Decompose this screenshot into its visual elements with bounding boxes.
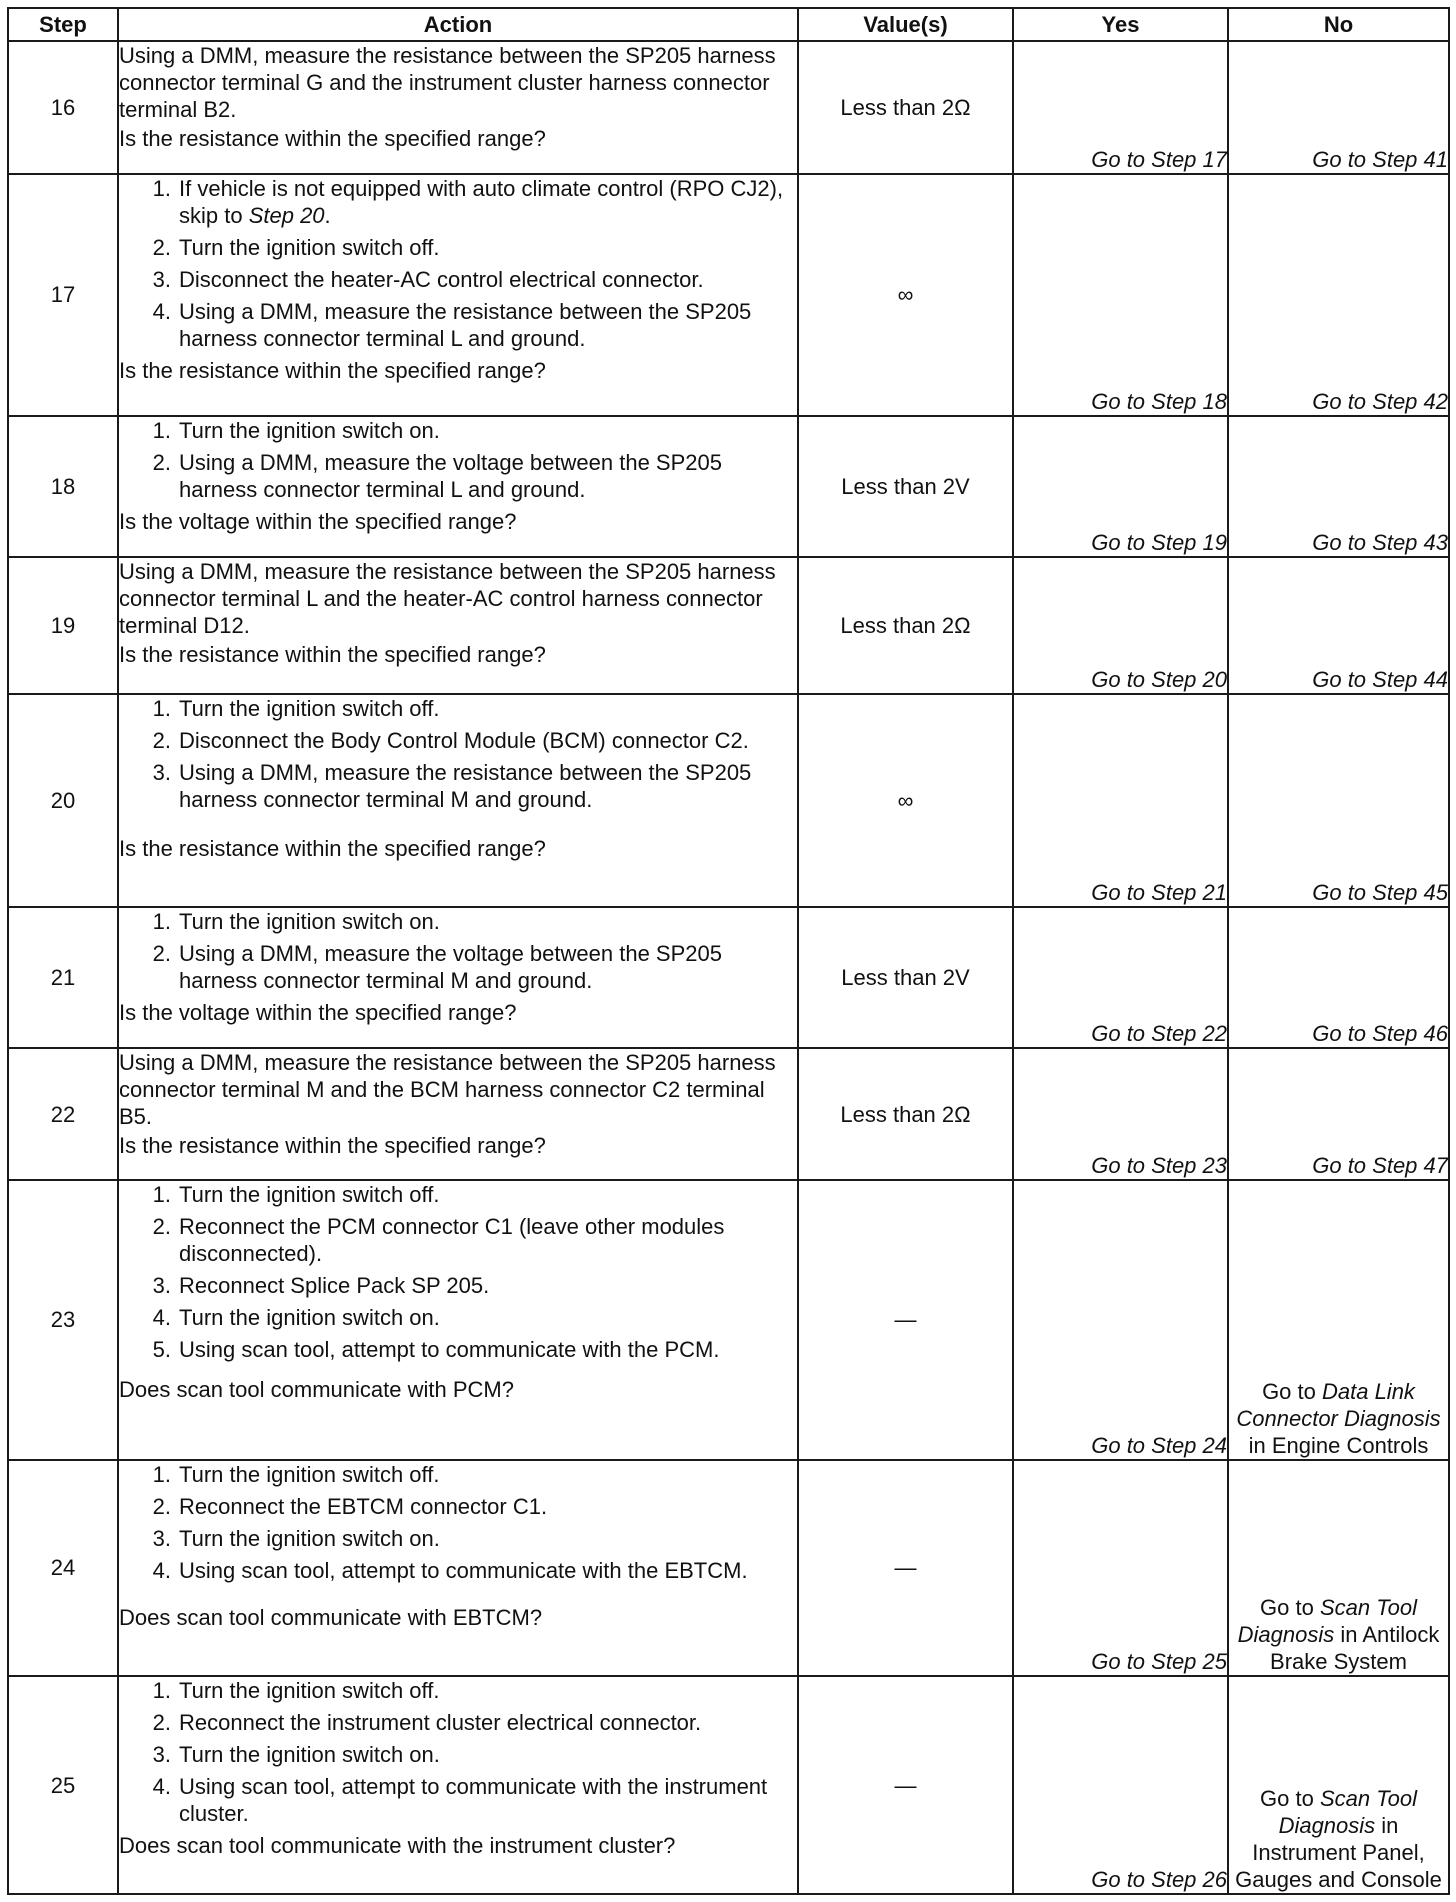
action-step-number: 2.: [152, 941, 171, 967]
action-step: [119, 298, 797, 352]
value-text: Less than 2V: [841, 965, 970, 991]
yes-cell: [1013, 1460, 1228, 1677]
no-goto: Go to Step 44: [1312, 667, 1448, 693]
action-step-text: Turn the ignition switch on.: [179, 1304, 440, 1330]
action-steps: [119, 1677, 797, 1832]
yes-goto: Go to Step 24: [1091, 1432, 1227, 1458]
action-step: [119, 908, 797, 935]
table-row: [8, 174, 1449, 416]
value-text: —: [894, 1555, 917, 1581]
diagnostic-table: [7, 7, 1450, 1895]
action-step-number: 1.: [152, 1678, 171, 1704]
action-step: [119, 695, 797, 722]
step-cell: [8, 1048, 118, 1179]
no-cell: [1228, 1048, 1449, 1179]
no-cell: [1228, 416, 1449, 557]
action-step: [119, 1773, 797, 1827]
no-goto-pre: Go to: [1260, 1786, 1320, 1811]
no-goto: Go to Step 47: [1312, 1152, 1448, 1178]
action-step-text: Turn the ignition switch off.: [179, 1181, 440, 1207]
action-step-number: 4.: [152, 1304, 171, 1330]
value-cell: [798, 1460, 1013, 1677]
yes-cell: [1013, 1676, 1228, 1894]
header-step: Step: [8, 8, 118, 41]
action-step-text: Turn the ignition switch on.: [179, 1525, 440, 1551]
no-cell: [1228, 1180, 1449, 1460]
step-number: 20: [50, 788, 76, 814]
step-number: 19: [50, 613, 76, 639]
step-cell: [8, 1180, 118, 1460]
yes-goto: Go to Step 18: [1091, 388, 1227, 414]
action-cell: [118, 41, 798, 174]
no-cell: [1228, 41, 1449, 174]
action-step-number: 2.: [152, 1213, 171, 1239]
no-goto-reference: Scan Tool Diagnosis: [1278, 1786, 1417, 1838]
action-step-number: 3.: [152, 1525, 171, 1551]
header-values: Value(s): [798, 8, 1013, 41]
action-step: [119, 1304, 797, 1331]
action-step-number: 2.: [152, 1493, 171, 1519]
action-content: [119, 1461, 797, 1631]
step-cell: [8, 694, 118, 907]
yes-cell: [1013, 174, 1228, 416]
step-number: 22: [50, 1101, 76, 1127]
table-row: [8, 694, 1449, 907]
action-step-text: Reconnect the EBTCM connector C1.: [179, 1493, 548, 1519]
no-goto-post: in Instrument Panel, Gauges and Console: [1235, 1813, 1442, 1892]
action-question: Is the resistance within the specified range?: [119, 641, 546, 667]
action-step: [119, 266, 797, 293]
action-step: [119, 234, 797, 261]
action-step-text: Using a DMM, measure the voltage between the SP205 harness connector terminal L and ground.: [179, 449, 722, 502]
action-step-text: Turn the ignition switch on.: [179, 417, 440, 443]
step-number: 18: [50, 473, 76, 499]
action-question: Does scan tool communicate with PCM?: [119, 1376, 514, 1402]
action-steps: [119, 175, 797, 357]
action-cell: [118, 1676, 798, 1894]
action-step-text: Turn the ignition switch off.: [179, 1461, 440, 1487]
action-step-number: 2.: [152, 728, 171, 754]
yes-cell: [1013, 557, 1228, 694]
action-step: [119, 1461, 797, 1488]
action-step-text: Using a DMM, measure the voltage between the SP205 harness connector terminal M and ground.: [179, 941, 722, 994]
action-step: [119, 1181, 797, 1208]
action-step-text: Reconnect Splice Pack SP 205.: [179, 1272, 490, 1298]
value-cell: [798, 41, 1013, 174]
action-step-text: Turn the ignition switch on.: [179, 1742, 440, 1768]
step-number: 25: [50, 1772, 76, 1798]
step-cell: [8, 41, 118, 174]
action-step: [119, 1493, 797, 1520]
value-text: —: [894, 1772, 917, 1798]
yes-goto: Go to Step 21: [1091, 880, 1227, 906]
no-goto: Go to Step 41: [1312, 146, 1448, 172]
action-cell: [118, 1180, 798, 1460]
yes-cell: [1013, 41, 1228, 174]
action-content: [119, 175, 797, 383]
action-cell: [118, 1460, 798, 1677]
value-text: Less than 2V: [841, 473, 970, 499]
action-content: [119, 558, 797, 667]
table-row: [8, 1048, 1449, 1179]
value-text: Less than 2Ω: [840, 1101, 971, 1127]
action-step: [119, 727, 797, 754]
no-goto: Go to Step 42: [1312, 388, 1448, 414]
action-step: [119, 1557, 797, 1584]
table-body: [8, 41, 1449, 1894]
action-question: Does scan tool communicate with the instrument cluster?: [119, 1833, 676, 1859]
action-step-number: 1.: [152, 696, 171, 722]
no-cell: [1228, 174, 1449, 416]
action-step-text: Using scan tool, attempt to communicate with the EBTCM.: [179, 1557, 748, 1583]
value-text: Less than 2Ω: [840, 613, 971, 639]
value-cell: [798, 694, 1013, 907]
yes-cell: [1013, 1180, 1228, 1460]
table-row: [8, 41, 1449, 174]
action-step-number: 1.: [152, 417, 171, 443]
no-goto-pre: Go to: [1260, 1595, 1320, 1621]
step-number: 24: [50, 1555, 76, 1581]
action-step-number: 1.: [152, 175, 171, 201]
no-cell: [1228, 1676, 1449, 1894]
action-cell: [118, 694, 798, 907]
action-content: [119, 1049, 797, 1159]
table-row: [8, 1180, 1449, 1460]
action-step-number: 4.: [152, 298, 171, 324]
step-number: 21: [50, 965, 76, 991]
action-question: Does scan tool communicate with EBTCM?: [119, 1604, 543, 1630]
value-cell: [798, 1180, 1013, 1460]
action-step-number: 2.: [152, 234, 171, 260]
action-paragraph: Using a DMM, measure the resistance between the SP205 harness connector terminal L and the heater-AC control harness connector terminal D12.: [119, 558, 776, 638]
step-cell: [8, 1676, 118, 1894]
step-number: 16: [50, 94, 76, 120]
value-cell: [798, 1676, 1013, 1894]
no-goto-post: in Antilock Brake System: [1270, 1622, 1440, 1675]
action-step: [119, 417, 797, 444]
action-step-text: Turn the ignition switch off.: [179, 1678, 440, 1704]
action-step-text: Turn the ignition switch off.: [179, 696, 440, 722]
header-no: No: [1228, 8, 1449, 41]
action-steps: [119, 1181, 797, 1368]
step-reference: Step 20: [248, 202, 325, 228]
header-action: Action: [118, 8, 798, 41]
action-content: [119, 1181, 797, 1403]
step-number: 17: [50, 282, 76, 308]
action-steps: [119, 695, 797, 818]
action-step: [119, 1525, 797, 1552]
action-paragraph: Using a DMM, measure the resistance between the SP205 harness connector terminal M and the BCM harness connector C2 terminal B5.: [119, 1050, 776, 1130]
action-step-text-pre: If vehicle is not equipped with auto climate control (RPO CJ2), skip to: [179, 175, 784, 228]
action-step-text: [179, 175, 797, 229]
action-cell: [118, 1048, 798, 1179]
action-step-text: Disconnect the heater-AC control electrical connector.: [179, 266, 704, 292]
action-cell: [118, 174, 798, 416]
value-cell: [798, 907, 1013, 1048]
step-cell: [8, 174, 118, 416]
step-number: 23: [50, 1307, 76, 1333]
action-step-number: 1.: [152, 1181, 171, 1207]
no-goto: Go to Step 46: [1312, 1021, 1448, 1047]
action-step: [119, 1336, 797, 1363]
action-step: [119, 175, 797, 229]
action-step-number: 4.: [152, 1557, 171, 1583]
action-steps: [119, 417, 797, 508]
action-step: [119, 1741, 797, 1768]
action-content: [119, 417, 797, 534]
no-goto-reference: Scan Tool Diagnosis: [1237, 1595, 1417, 1648]
action-step: [119, 940, 797, 994]
action-content: [119, 42, 797, 151]
table-row: [8, 557, 1449, 694]
action-step-text: Reconnect the PCM connector C1 (leave other modules disconnected).: [179, 1213, 725, 1266]
action-step: [119, 1272, 797, 1299]
action-step-number: 5.: [152, 1336, 171, 1362]
action-paragraph: Using a DMM, measure the resistance between the SP205 harness connector terminal G and the instrument cluster harness connector terminal B2.: [119, 43, 776, 122]
value-cell: [798, 557, 1013, 694]
action-cell: [118, 416, 798, 557]
value-cell: [798, 416, 1013, 557]
value-text: —: [894, 1307, 917, 1333]
action-content: [119, 695, 797, 862]
action-cell: [118, 557, 798, 694]
yes-cell: [1013, 1048, 1228, 1179]
action-step: [119, 1213, 797, 1267]
yes-cell: [1013, 694, 1228, 907]
action-steps: [119, 1461, 797, 1589]
no-cell: [1228, 557, 1449, 694]
action-step-text: Using a DMM, measure the resistance between the SP205 harness connector terminal M and ground.: [179, 760, 752, 813]
action-question: Is the voltage within the specified range?: [119, 508, 517, 534]
table-row: [8, 416, 1449, 557]
action-step-text: Turn the ignition switch off.: [179, 234, 440, 260]
value-text: ∞: [897, 282, 914, 308]
value-cell: [798, 1048, 1013, 1179]
action-question: Is the resistance within the specified range?: [119, 126, 546, 151]
yes-goto: Go to Step 25: [1091, 1649, 1227, 1675]
action-question: Is the voltage within the specified range?: [119, 1000, 517, 1026]
action-step-number: 1.: [152, 909, 171, 935]
yes-cell: [1013, 416, 1228, 557]
yes-goto: Go to Step 20: [1091, 667, 1227, 693]
action-step: [119, 1677, 797, 1704]
no-cell: [1228, 1460, 1449, 1677]
action-step-number: 2.: [152, 449, 171, 475]
yes-goto: Go to Step 22: [1091, 1021, 1227, 1047]
action-step-number: 1.: [152, 1461, 171, 1487]
action-step-text: Using scan tool, attempt to communicate with the instrument cluster.: [179, 1774, 768, 1827]
yes-goto: Go to Step 19: [1091, 529, 1227, 555]
action-step-number: 3.: [152, 1742, 171, 1768]
no-goto: Go to Step 43: [1312, 529, 1448, 555]
action-content: [119, 1677, 797, 1859]
table-row: [8, 1460, 1449, 1677]
action-step-number: 2.: [152, 1710, 171, 1736]
table-row: [8, 1676, 1449, 1894]
step-cell: [8, 1460, 118, 1677]
action-step-number: 3.: [152, 760, 171, 786]
table-row: [8, 907, 1449, 1048]
no-goto-reference: Data Link Connector Diagnosis: [1236, 1378, 1441, 1431]
yes-goto: Go to Step 17: [1091, 146, 1227, 172]
action-step-number: 3.: [152, 266, 171, 292]
action-step-text-post: .: [324, 202, 331, 228]
no-goto: Go to Step 45: [1312, 880, 1448, 906]
action-step: [119, 759, 797, 813]
no-cell: [1228, 907, 1449, 1048]
no-goto-pre: Go to: [1262, 1378, 1322, 1404]
action-step: [119, 1709, 797, 1736]
action-step-text: Using a DMM, measure the resistance between the SP205 harness connector terminal L and ground.: [179, 298, 752, 351]
value-cell: [798, 174, 1013, 416]
action-content: [119, 908, 797, 1026]
step-cell: [8, 416, 118, 557]
action-step-text: Reconnect the instrument cluster electrical connector.: [179, 1710, 702, 1736]
no-cell: [1228, 694, 1449, 907]
header-yes: Yes: [1013, 8, 1228, 41]
header-row: [8, 8, 1449, 41]
action-step-number: 4.: [152, 1774, 171, 1800]
action-step-text: Using scan tool, attempt to communicate with the PCM.: [179, 1336, 720, 1362]
action-cell: [118, 907, 798, 1048]
step-cell: [8, 557, 118, 694]
yes-goto: Go to Step 26: [1091, 1867, 1227, 1892]
value-text: ∞: [897, 788, 914, 814]
yes-goto: Go to Step 23: [1091, 1152, 1227, 1178]
action-step-text: Turn the ignition switch on.: [179, 909, 440, 935]
action-step-text: Disconnect the Body Control Module (BCM) connector C2.: [179, 728, 749, 754]
value-text: Less than 2Ω: [840, 94, 971, 120]
action-step: [119, 449, 797, 503]
action-question: Is the resistance within the specified range?: [119, 357, 546, 383]
yes-cell: [1013, 907, 1228, 1048]
no-goto-post: in Engine Controls: [1248, 1432, 1429, 1458]
action-step-number: 3.: [152, 1272, 171, 1298]
action-steps: [119, 908, 797, 999]
action-question: Is the resistance within the specified range?: [119, 1133, 546, 1159]
action-question: Is the resistance within the specified range?: [119, 836, 546, 862]
step-cell: [8, 907, 118, 1048]
